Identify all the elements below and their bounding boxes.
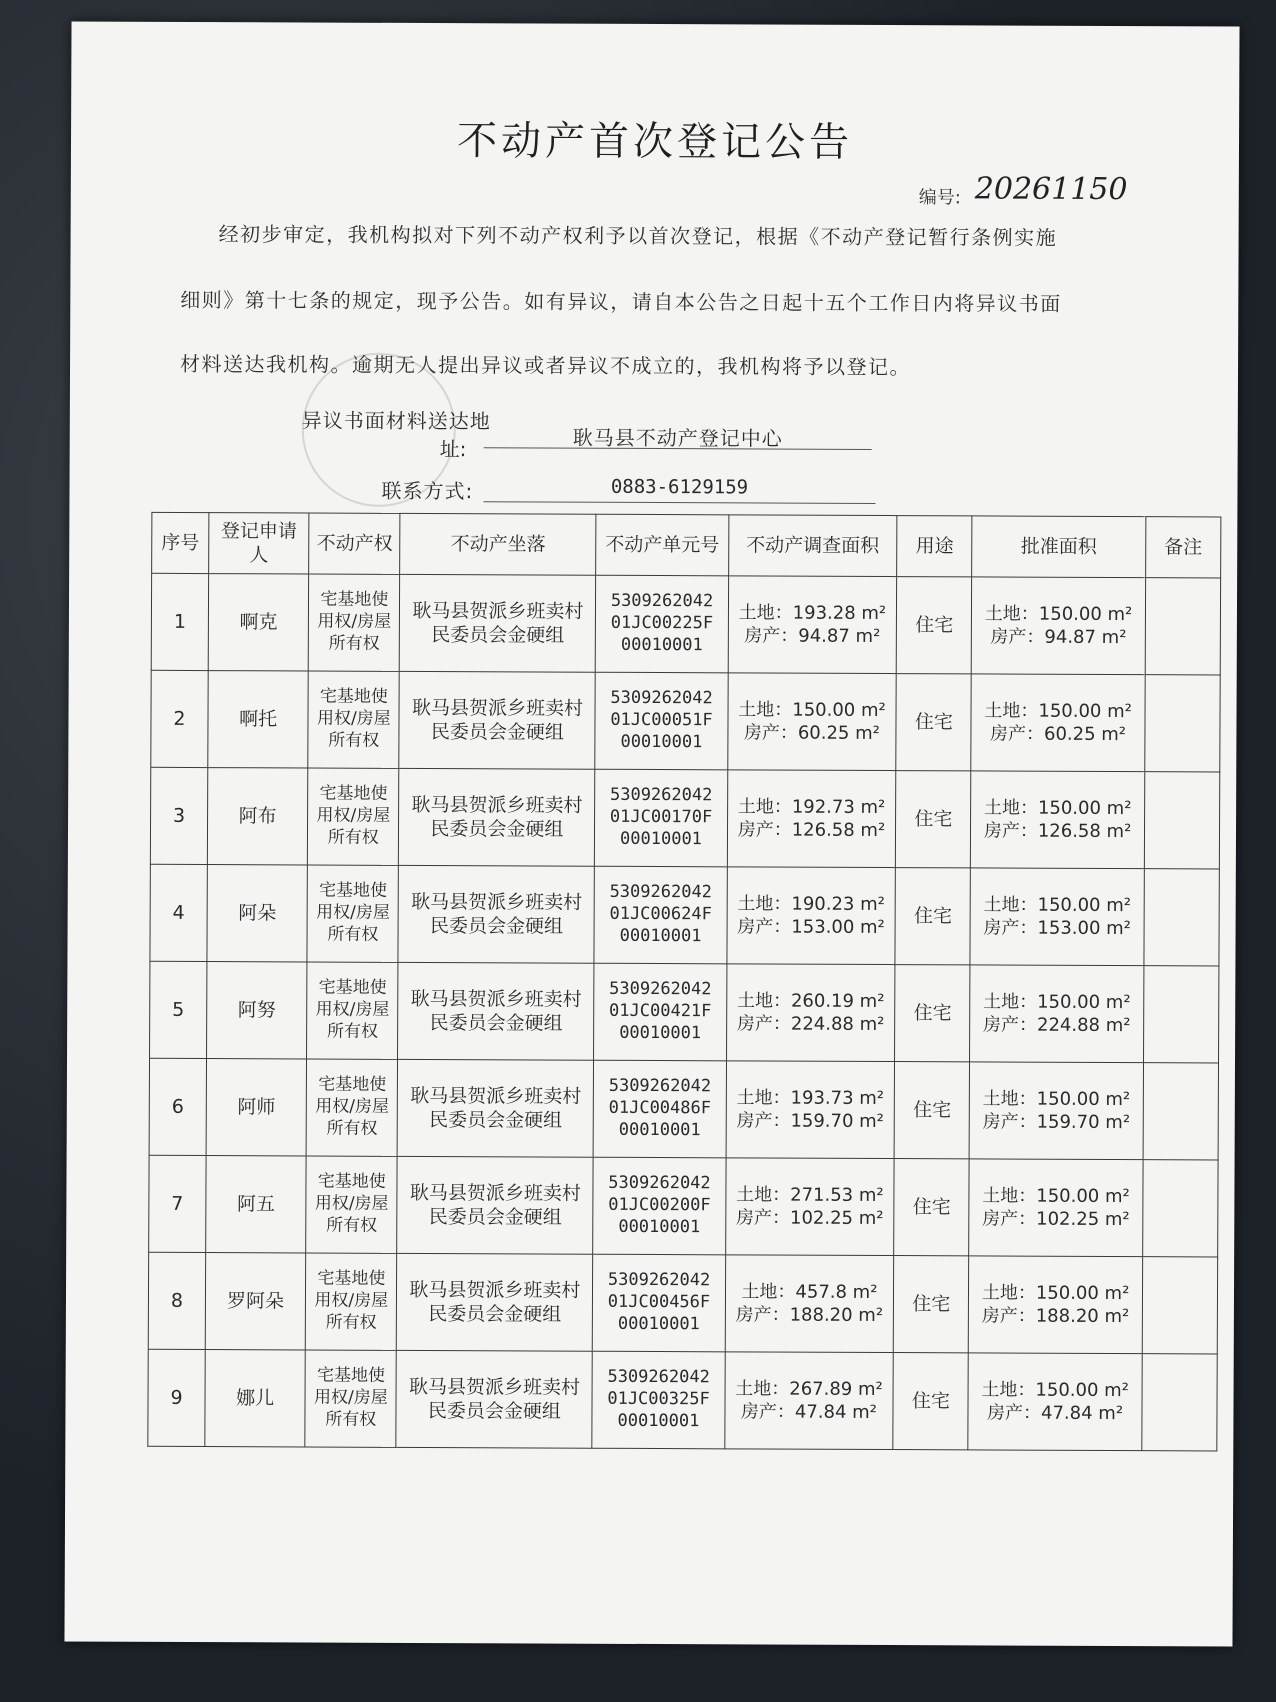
row-no: 8 [148, 1252, 205, 1349]
table-row [148, 1252, 1217, 1354]
table-header-row [152, 512, 1221, 578]
unit-line-2: 01JC00225F [610, 612, 714, 634]
approved-land: 土地：150.00 m² [983, 797, 1132, 820]
row-approved-area [971, 674, 1145, 772]
row-location: 耿马县贺派乡班卖村民委员会金硬组 [400, 574, 596, 672]
row-approved-area [969, 1256, 1143, 1354]
survey-house: 房产：188.20 m² [735, 1304, 884, 1327]
survey-house: 房产：224.88 m² [736, 1013, 885, 1036]
table-row [148, 1349, 1217, 1451]
row-survey-area [725, 1255, 894, 1353]
unit-line-2: 01JC00456F [607, 1291, 711, 1313]
row-no: 2 [151, 670, 208, 767]
unit-line-2: 01JC00624F [609, 903, 712, 925]
approved-house: 房产：60.25 m² [989, 723, 1127, 746]
unit-line-1: 5309262042 [608, 1076, 712, 1097]
row-location: 耿马县贺派乡班卖村民委员会金硬组 [399, 768, 595, 866]
notice-paper [64, 21, 1239, 1646]
row-unit-number [593, 1254, 726, 1352]
survey-house: 房产：102.25 m² [735, 1207, 884, 1230]
row-applicant: 阿师 [206, 1059, 307, 1156]
row-no: 5 [150, 961, 207, 1058]
survey-land: 土地：190.23 m² [737, 893, 885, 915]
contact-value: 0883-6129159 [483, 475, 875, 504]
row-no: 7 [149, 1155, 206, 1252]
approved-land: 土地：150.00 m² [984, 700, 1132, 723]
row-right: 宅基地使用权/房屋所有权 [308, 574, 400, 671]
row-applicant: 罗阿朵 [205, 1253, 306, 1350]
address-label-suffix: 址: [439, 437, 467, 462]
address-label: 异议书面材料送达地 [301, 408, 491, 434]
row-use: 住宅 [895, 868, 971, 965]
approved-land: 土地：150.00 m² [981, 1379, 1129, 1402]
header-survey-area: 不动产调查面积 [728, 515, 897, 577]
row-survey-area [727, 867, 896, 965]
unit-line-3: 00010001 [618, 1119, 701, 1141]
row-note [1144, 675, 1220, 772]
row-location: 耿马县贺派乡班卖村民委员会金硬组 [397, 1253, 593, 1351]
survey-house: 房产：159.70 m² [736, 1110, 884, 1133]
row-use: 住宅 [894, 1062, 970, 1159]
unit-line-3: 00010001 [620, 634, 703, 656]
row-use: 住宅 [894, 1256, 970, 1353]
row-unit-number [593, 1157, 726, 1255]
row-survey-area [727, 673, 896, 771]
header-note: 备注 [1145, 517, 1221, 578]
survey-land: 土地：193.73 m² [736, 1087, 885, 1109]
row-approved-area [969, 1159, 1143, 1257]
header-applicant: 登记申请人 [209, 513, 310, 574]
unit-line-2: 01JC00051F [610, 709, 713, 731]
row-applicant: 啊克 [208, 574, 309, 671]
row-location: 耿马县贺派乡班卖村民委员会金硬组 [396, 1350, 592, 1448]
unit-line-3: 00010001 [617, 1410, 700, 1432]
unit-line-3: 00010001 [619, 1022, 702, 1044]
notice-paragraph-line3: 材料送达我机构。逾期无人提出异议或者异议不成立的，我机构将予以登记。 [179, 351, 912, 380]
survey-land: 土地：457.8 m² [741, 1281, 878, 1303]
row-survey-area [727, 770, 896, 868]
unit-line-1: 5309262042 [608, 1173, 711, 1194]
approved-house: 房产：159.70 m² [982, 1111, 1131, 1134]
serial-handwritten: 20261150 [974, 171, 1128, 208]
survey-land: 土地：193.28 m² [738, 602, 887, 624]
row-applicant: 阿五 [206, 1156, 307, 1253]
row-location: 耿马县贺派乡班卖村民委员会金硬组 [399, 671, 595, 769]
unit-line-1: 5309262042 [609, 979, 712, 1000]
row-unit-number [592, 1351, 725, 1449]
row-right: 宅基地使用权/房屋所有权 [308, 768, 400, 865]
unit-line-2: 01JC00325F [607, 1388, 710, 1410]
registration-table [147, 512, 1221, 1452]
row-note [1143, 966, 1219, 1063]
unit-line-2: 01JC00421F [609, 1000, 712, 1022]
notice-title: 不动产首次登记公告 [456, 118, 854, 166]
unit-line-2: 01JC00486F [608, 1097, 712, 1119]
survey-land: 土地：271.53 m² [736, 1184, 884, 1206]
approved-land: 土地：150.00 m² [983, 894, 1132, 917]
row-unit-number [596, 575, 729, 673]
row-right: 宅基地使用权/房屋所有权 [308, 671, 400, 768]
row-right: 宅基地使用权/房屋所有权 [306, 1059, 398, 1156]
approved-house: 房产：102.25 m² [982, 1208, 1130, 1231]
approved-house: 房产：224.88 m² [982, 1014, 1131, 1037]
row-survey-area [726, 964, 895, 1062]
survey-house: 房产：60.25 m² [743, 722, 880, 744]
approved-house: 房产：47.84 m² [987, 1402, 1124, 1425]
row-use: 住宅 [896, 577, 972, 674]
row-location: 耿马县贺派乡班卖村民委员会金硬组 [398, 865, 594, 963]
unit-line-3: 00010001 [618, 1216, 701, 1238]
row-survey-area [724, 1352, 893, 1450]
row-applicant: 阿朵 [207, 865, 308, 962]
header-unit-number: 不动产单元号 [596, 514, 728, 576]
row-unit-number [594, 1060, 727, 1158]
survey-house: 房产：153.00 m² [737, 916, 885, 939]
survey-house: 房产：126.58 m² [737, 819, 886, 842]
header-use: 用途 [897, 516, 972, 577]
row-location: 耿马县贺派乡班卖村民委员会金硬组 [398, 962, 594, 1060]
header-right: 不动产权 [309, 513, 400, 574]
row-unit-number [594, 866, 727, 964]
serial-label: 编号: [918, 187, 961, 209]
approved-land: 土地：150.00 m² [982, 1185, 1130, 1208]
row-location: 耿马县贺派乡班卖村民委员会金硬组 [398, 1059, 594, 1157]
survey-house: 房产：94.87 m² [744, 625, 881, 647]
unit-line-1: 5309262042 [610, 591, 714, 612]
unit-line-1: 5309262042 [609, 882, 712, 903]
unit-line-1: 5309262042 [607, 1367, 710, 1388]
row-survey-area [725, 1158, 894, 1256]
row-survey-area [726, 1061, 895, 1159]
header-location: 不动产坐落 [400, 513, 596, 575]
row-note [1142, 1160, 1218, 1257]
unit-line-1: 5309262042 [610, 688, 713, 709]
row-right: 宅基地使用权/房屋所有权 [307, 962, 399, 1059]
notice-paragraph-line1: 经初步审定，我机构拟对下列不动产权利予以首次登记，根据《不动产登记暂行条例实施 [218, 222, 1058, 250]
row-no: 1 [151, 573, 208, 670]
row-survey-area [728, 576, 897, 674]
survey-land: 土地：260.19 m² [736, 990, 885, 1012]
unit-line-1: 5309262042 [609, 785, 713, 806]
contact-label: 联系方式: [381, 478, 474, 504]
row-right: 宅基地使用权/房屋所有权 [305, 1253, 397, 1350]
row-approved-area [971, 771, 1145, 869]
unit-line-2: 01JC00170F [609, 806, 713, 828]
survey-land: 土地：192.73 m² [737, 796, 886, 818]
table-row [150, 961, 1219, 1063]
row-note [1142, 1257, 1218, 1354]
row-note [1145, 578, 1221, 675]
row-no: 9 [148, 1349, 205, 1446]
row-note [1144, 772, 1220, 869]
unit-line-3: 00010001 [620, 731, 703, 753]
approved-house: 房产：126.58 m² [983, 820, 1132, 843]
unit-line-3: 00010001 [620, 828, 702, 850]
row-note [1143, 1063, 1219, 1160]
row-applicant: 阿努 [206, 962, 307, 1059]
survey-land: 土地：267.89 m² [735, 1378, 883, 1400]
table-row [149, 1058, 1218, 1160]
header-no: 序号 [152, 512, 209, 573]
approved-house: 房产：94.87 m² [990, 626, 1127, 649]
row-note [1144, 869, 1220, 966]
row-use: 住宅 [893, 1353, 969, 1450]
row-approved-area [970, 868, 1144, 966]
row-use: 住宅 [896, 771, 972, 868]
row-right: 宅基地使用权/房屋所有权 [306, 1156, 398, 1253]
row-use: 住宅 [894, 1159, 970, 1256]
approved-house: 房产：188.20 m² [981, 1305, 1130, 1328]
row-approved-area [970, 1062, 1144, 1160]
table-row [149, 1155, 1218, 1257]
approved-land: 土地：150.00 m² [982, 1088, 1131, 1111]
address-value: 耿马县不动产登记中心 [484, 421, 872, 450]
row-use: 住宅 [895, 965, 971, 1062]
row-right: 宅基地使用权/房屋所有权 [307, 865, 399, 962]
row-no: 3 [150, 767, 207, 864]
row-approved-area [972, 577, 1146, 675]
table-row [151, 670, 1220, 772]
unit-line-3: 00010001 [619, 925, 702, 947]
row-location: 耿马县贺派乡班卖村民委员会金硬组 [397, 1156, 593, 1254]
survey-house: 房产：47.84 m² [740, 1401, 877, 1423]
survey-land: 土地：150.00 m² [738, 699, 886, 721]
approved-house: 房产：153.00 m² [983, 917, 1131, 940]
unit-line-3: 00010001 [617, 1313, 700, 1335]
row-approved-area [970, 965, 1144, 1063]
notice-paragraph-line2: 细则》第十七条的规定，现予公告。如有异议，请自本公告之日起十五个工作日内将异议书面 [180, 287, 1062, 316]
row-use: 住宅 [896, 674, 972, 771]
row-no: 6 [149, 1058, 206, 1155]
row-unit-number [594, 963, 727, 1061]
approved-land: 土地：150.00 m² [983, 991, 1131, 1014]
row-applicant: 娜儿 [205, 1350, 306, 1447]
row-unit-number [595, 672, 728, 770]
row-note [1142, 1354, 1218, 1451]
row-no: 4 [150, 864, 207, 961]
table-row [150, 864, 1219, 966]
unit-line-2: 01JC00200F [608, 1194, 711, 1216]
table-row [150, 767, 1219, 869]
row-unit-number [595, 769, 728, 867]
table-row [151, 573, 1220, 675]
row-applicant: 啊托 [208, 671, 309, 768]
row-applicant: 阿布 [207, 768, 308, 865]
unit-line-1: 5309262042 [607, 1270, 711, 1291]
row-right: 宅基地使用权/房屋所有权 [305, 1350, 397, 1447]
approved-land: 土地：150.00 m² [984, 603, 1133, 626]
header-approved-area: 批准面积 [972, 516, 1145, 578]
approved-land: 土地：150.00 m² [981, 1282, 1130, 1305]
row-approved-area [968, 1353, 1142, 1451]
